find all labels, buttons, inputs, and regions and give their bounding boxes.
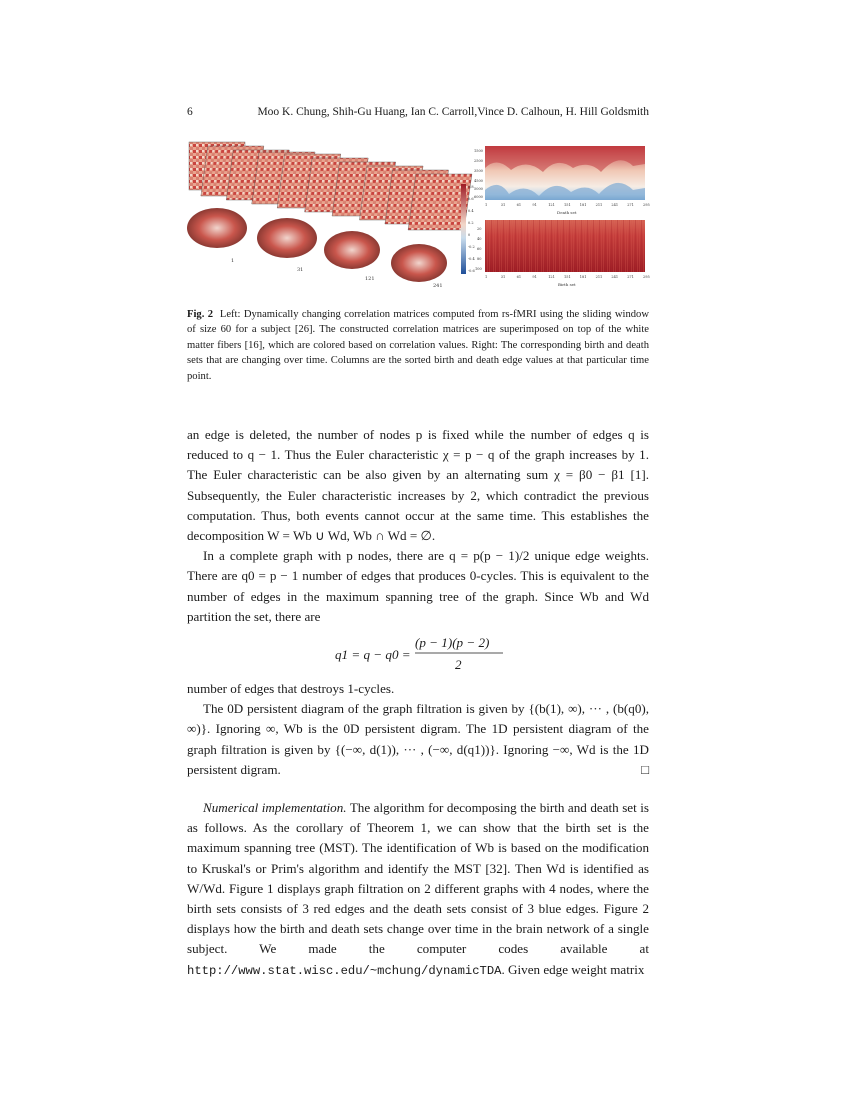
birth-heatmap-streak <box>579 220 580 272</box>
birth-heatmap-streak <box>563 220 564 272</box>
birth-y-tick: 100 <box>475 267 482 271</box>
birth-heatmap-streak <box>541 220 542 272</box>
birth-heatmap-streak <box>623 220 624 272</box>
death-y-tick: 4500 <box>474 179 483 183</box>
birth-heatmap-streak <box>619 220 620 272</box>
birth-heatmap-streak <box>535 220 536 272</box>
x-tick-label: 61 <box>516 203 522 207</box>
birth-heatmap-streak <box>585 220 586 272</box>
running-authors: Moo K. Chung, Shih-Gu Huang, Ian C. Carroll,Vince D. Calhoun, H. Hill Goldsmith <box>257 106 649 118</box>
x-tick-label: 151 <box>564 275 571 279</box>
x-tick-label: 61 <box>516 275 522 279</box>
code-url-link[interactable]: http://www.stat.wisc.edu/~mchung/dynamicTDA <box>187 963 502 978</box>
birth-heatmap-streak <box>559 220 560 272</box>
paragraph <box>187 798 649 981</box>
birth-heatmap-streak <box>555 220 556 272</box>
birth-heatmap-streak <box>543 220 544 272</box>
death-y-tick: 5000 <box>474 187 483 191</box>
birth-heatmap-streak <box>631 220 632 272</box>
birth-heatmap-streak <box>499 220 500 272</box>
birth-heatmap-streak <box>625 220 626 272</box>
x-tick-label: 121 <box>548 203 555 207</box>
birth-heatmap-streak <box>607 220 608 272</box>
birth-heatmap-streak <box>615 220 616 272</box>
birth-heatmap-streak <box>539 220 540 272</box>
birth-heatmap-streak <box>567 220 568 272</box>
birth-heatmap-streak <box>635 220 636 272</box>
birth-heatmap-streak <box>515 220 516 272</box>
birth-heatmap-streak <box>525 220 526 272</box>
birth-heatmap-streak <box>575 220 576 272</box>
x-tick-label: 295 <box>643 275 650 279</box>
paragraph: number of edges that destroys 1-cycles. <box>187 681 395 697</box>
colorbar-tick: -0.4 <box>468 257 475 261</box>
x-tick-label: 211 <box>595 275 603 279</box>
birth-heatmap-streak <box>537 220 538 272</box>
brain-label: 121 <box>365 276 375 282</box>
x-tick-label: 91 <box>532 203 537 207</box>
colorbar-tick: 0.2 <box>468 221 474 225</box>
brain-label: 31 <box>297 267 304 273</box>
birth-heatmap-streak <box>505 220 506 272</box>
paragraph-text: The algorithm for decomposing the birth and death set is as follows. As the corollary of Theorem 1, we can show that the birth set is the maximum spanning tree (MST). The identification of Wb is based on the modification to Kruskal's or Prim's algorithm and identify the MST [32]. Then Wd is identified as W/Wd. Figure 1 displays graph filtration on 2 different graphs with 4 nodes, where the birth sets consists of 3 red edges and the death sets consist of 3 blue edges. Figure 2 displays how the birth and death sets change over time in the brain network of a single subject. We made the computer codes available at <box>187 800 649 957</box>
birth-heatmap-streak <box>501 220 502 272</box>
birth-heatmap-streak <box>597 220 598 272</box>
x-tick-label: 271 <box>627 275 634 279</box>
birth-y-tick: 80 <box>477 257 482 261</box>
paragraph <box>187 699 649 780</box>
page-number: 6 <box>187 106 193 118</box>
birth-heatmap-streak <box>595 220 596 272</box>
birth-heatmap-streak <box>489 220 490 272</box>
birth-heatmap-streak <box>527 220 528 272</box>
paragraph: In a complete graph with p nodes, there are q = p(p − 1)/2 unique edge weights. There are q0 = p − 1 number of edges that produces 0-cycles. This is equivalent to the number of edges in the maximum spanning tree of the graph. Since Wb and Wd partition the set, there are <box>187 548 649 624</box>
colorbar-tick: -0.6 <box>468 269 475 273</box>
birth-heatmap-streak <box>605 220 606 272</box>
birth-heatmap-streak <box>513 220 514 272</box>
colorbar-tick: 0.8 <box>468 185 474 189</box>
paragraph-text: The 0D persistent diagram of the graph filtration is given by {(b(1), ∞), ··· , (b(q0), ∞)}. Ignoring ∞, Wb is the 0D persistent digram. The 1D persistent diagram of the graph filtration is given by {(−∞, d(1)), ··· , (−∞, d(q1))}. Ignoring −∞, Wd is the 1D persistent digram. <box>187 701 649 777</box>
colorbar-tick: 0.4 <box>468 209 474 213</box>
birth-heatmap-streak <box>641 220 642 272</box>
birth-heatmap-streak <box>613 220 614 272</box>
birth-heatmap-streak <box>637 220 638 272</box>
birth-heatmap-streak <box>533 220 534 272</box>
figure-2 <box>187 138 649 288</box>
birth-heatmap-streak <box>487 220 488 272</box>
equation-numerator: (p − 1)(p − 2) <box>415 635 490 651</box>
birth-set-heatmap <box>475 220 650 287</box>
birth-heatmap-streak <box>503 220 504 272</box>
death-y-tick: 3500 <box>474 169 483 173</box>
birth-heatmap-streak <box>593 220 594 272</box>
birth-heatmap-streak <box>583 220 584 272</box>
birth-heatmap-streak <box>485 220 486 272</box>
birth-heatmap-streak <box>507 220 508 272</box>
birth-heatmap-streak <box>519 220 520 272</box>
paragraph-tail: . Given edge weight matrix <box>501 961 645 977</box>
x-tick-label: 1 <box>485 275 488 279</box>
equation-graphic <box>187 633 649 673</box>
birth-heatmap-streak <box>639 220 640 272</box>
birth-heatmap-streak <box>609 220 610 272</box>
birth-heatmap-streak <box>571 220 572 272</box>
birth-heatmap-streak <box>551 220 552 272</box>
brain-3 <box>324 231 380 269</box>
birth-x-ticks <box>485 275 650 279</box>
paragraph-lead: Numerical implementation. <box>203 800 347 816</box>
colorbar-tick: -0.2 <box>468 245 475 249</box>
birth-heatmap-streak <box>553 220 554 272</box>
x-tick-label: 151 <box>564 203 571 207</box>
death-y-tick: 6000 <box>474 195 483 199</box>
colorbar-gradient <box>461 184 466 274</box>
birth-heatmap-streak <box>601 220 602 272</box>
qed-symbol: □ <box>641 761 649 777</box>
paragraph: an edge is deleted, the number of nodes p is fixed while the number of edges q is reduced to q − 1. Thus the Euler characteristic χ = p − q of the graph increases by 1. The Euler characteristic can be also given by an alternating sum χ = β0 − β1 [1]. Subsequently, the Euler characteristic increases by 2, which contradict the previous computation. Thus, both events cannot occur at the same time. This establishes the decomposition W = Wb ∪ Wd, Wb ∩ Wd = ∅. <box>187 427 649 544</box>
birth-heatmap-streak <box>545 220 546 272</box>
birth-heatmap-streak <box>511 220 512 272</box>
equation-q1 <box>187 633 649 673</box>
birth-heatmap-streak <box>599 220 600 272</box>
birth-heatmap-streak <box>577 220 578 272</box>
birth-y-tick: 40 <box>477 237 482 241</box>
birth-heatmap-streak <box>643 220 644 272</box>
birth-heatmap-streak <box>521 220 522 272</box>
birth-heatmap-streak <box>591 220 592 272</box>
caption-text: Left: Dynamically changing correlation matrices computed from rs-fMRI using the sliding window of size 60 for a subject [26]. The constructed correlation matrices are superimposed on top of the white matter fibers [16], which are colored based on correlation values. Right: The corresponding birth and death sets that are changing over time. Columns are the sorted birth and death edge values at that particular time point. <box>187 309 650 382</box>
x-tick-label: 31 <box>500 203 506 207</box>
x-tick-label: 31 <box>500 275 506 279</box>
birth-heatmap-streak <box>557 220 558 272</box>
birth-heatmap-streak <box>547 220 548 272</box>
brain-4 <box>391 244 447 282</box>
colorbar-tick: 0 <box>468 233 471 237</box>
x-tick-label: 121 <box>548 275 555 279</box>
birth-heatmap-streak <box>495 220 496 272</box>
birth-heatmap-streak <box>603 220 604 272</box>
birth-heatmap-streak <box>629 220 630 272</box>
equation-lhs: q1 = q − q0 = <box>335 647 411 663</box>
birth-heatmap-streak <box>587 220 588 272</box>
x-tick-label: 181 <box>579 203 587 207</box>
birth-xlabel: Birth set <box>558 282 576 287</box>
birth-heatmap-streak <box>627 220 628 272</box>
x-tick-label: 241 <box>611 203 619 207</box>
x-tick-label: 211 <box>595 203 603 207</box>
figure-graphic <box>187 138 649 288</box>
x-tick-label: 295 <box>643 203 650 207</box>
equation-denominator: 2 <box>455 657 462 673</box>
birth-heatmap-streak <box>617 220 618 272</box>
x-tick-label: 1 <box>485 203 488 207</box>
birth-heatmap-streak <box>565 220 566 272</box>
brain-label: 1 <box>231 258 235 264</box>
birth-heatmap-streak <box>581 220 582 272</box>
birth-heatmap-streak <box>549 220 550 272</box>
x-tick-label: 91 <box>532 275 537 279</box>
birth-heatmap-streak <box>569 220 570 272</box>
x-tick-label: 181 <box>579 275 587 279</box>
birth-y-tick: 60 <box>477 247 482 251</box>
birth-heatmap-streak <box>531 220 532 272</box>
birth-heatmap-streak <box>633 220 634 272</box>
birth-heatmap-streak <box>589 220 590 272</box>
birth-heatmap-streak <box>491 220 492 272</box>
x-tick-label: 241 <box>611 275 619 279</box>
birth-heatmap-streak <box>611 220 612 272</box>
birth-heatmap-streak <box>561 220 562 272</box>
brain-1 <box>187 208 247 248</box>
birth-heatmap-streak <box>621 220 622 272</box>
brain-label: 241 <box>433 283 443 289</box>
caption-label: Fig. 2 <box>187 309 214 320</box>
brain-2 <box>257 218 317 258</box>
birth-heatmap-streak <box>493 220 494 272</box>
colorbar-tick: 0.6 <box>468 197 474 201</box>
birth-heatmap-streak <box>529 220 530 272</box>
birth-heatmap-streak <box>573 220 574 272</box>
birth-heatmap-streak <box>517 220 518 272</box>
birth-heatmap-streak <box>523 220 524 272</box>
death-y-tick: 1500 <box>474 149 483 153</box>
body-text <box>187 425 649 981</box>
x-tick-label: 271 <box>627 203 634 207</box>
birth-y-tick: 20 <box>477 227 482 231</box>
birth-heatmap-streak <box>509 220 510 272</box>
death-y-tick: 2500 <box>474 159 483 163</box>
birth-heatmap-streak <box>497 220 498 272</box>
death-xlabel: Death set <box>557 210 577 215</box>
death-set-heatmap <box>474 146 650 215</box>
figure-caption <box>187 307 649 384</box>
death-x-ticks <box>485 203 650 207</box>
